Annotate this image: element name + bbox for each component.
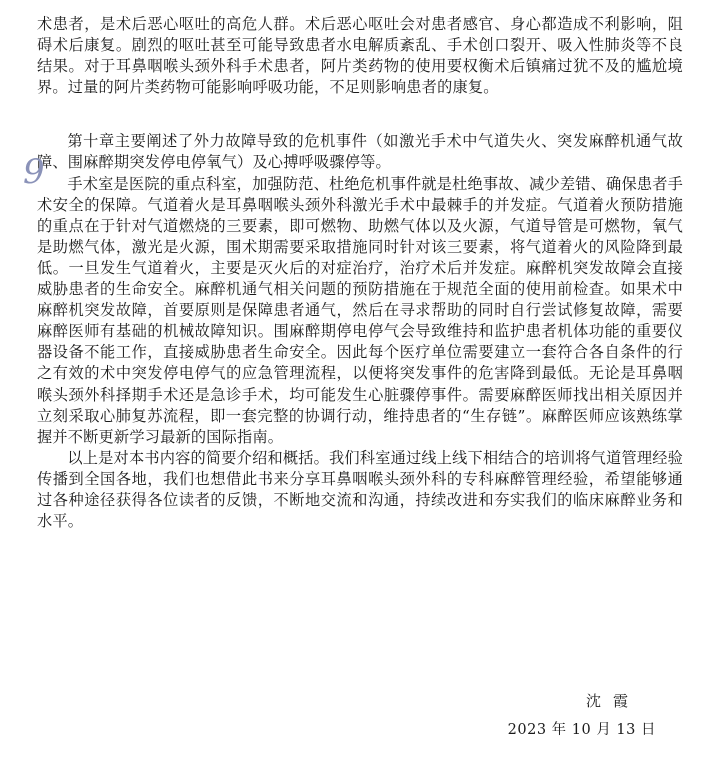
paragraph-continuation: 术患者，是术后恶心呕吐的高危人群。术后恶心呕吐会对患者感官、身心都造成不利影响，阻碍术后康复。剧烈的呕吐甚至可能导致患者水电解质紊乱、手术创口裂开、吸入性肺炎等不良结果。对于耳鼻咽喉头颈外科手术患者，阿片类药物的使用要权衡术后镇痛过犹不及的尴尬境界。过量的阿片类药物可能影响呼吸功能，不足则影响患者的康复。: [37, 15, 683, 97]
preface-page: [37, 14, 683, 532]
page-marker-numeral: 9: [23, 152, 45, 192]
paragraph-summary: 以上是对本书内容的简要介绍和概括。我们科室通过线上线下相结合的培训将气道管理经验传播到全国各地，我们也想借此书来分享耳鼻咽喉头颈外科的专科麻醉管理经验，希望能够通过各种途径获得各位读者的反馈，不断地交流和沟通，持续改进和夯实我们的临床麻醉业务和水平。: [37, 448, 683, 531]
signature-date: 2023 年 10 月 13 日: [507, 722, 656, 738]
paragraph-operating-room: 手术室是医院的重点科室，加强防范、杜绝危机事件就是杜绝事故、减少差错、确保患者手术安全的保障。气道着火是耳鼻咽喉头颈外科激光手术中最棘手的并发症。气道着火预防措施的重点在于针对气道燃烧的三要素，即可燃物、助燃气体以及火源，气道导管是可燃物，氧气是助燃气体，激光是火源，围术期需要采取措施同时针对该三要素，将气道着火的风险降到最低。一旦发生气道着火，主要是灭火后的对症治疗，治疗术后并发症。麻醉机突发故障会直接威胁患者的生命安全。麻醉机通气相关问题的预防措施在于规范全面的使用前检查。如果术中麻醉机突发故障，首要原则是保障患者通气，然后在寻求帮助的同时自行尝试修复故障，需要麻醉医师有基础的机械故障知识。围麻醉期停电停气会导致维持和监护患者机体功能的重要仪器设备不能工作，直接威胁患者生命安全。因此每个医疗单位需要建立一套符合各自条件的行之有效的术中突发停电停气的应急管理流程，以便将突发事件的危害降到最低。无论是耳鼻咽喉头颈外科择期手术还是急诊手术，均可能发生心脏骤停事件。需要麻醉医师找出相关原因并立刻采取心肺复苏流程，即一套完整的协调行动，维持患者的“生存链”。麻醉医师应该熟练掌握并不断更新学习最新的国际指南。: [37, 174, 683, 446]
author-signature: 沈霞: [585, 692, 640, 710]
paragraph-chapter-ten: 第十章主要阐述了外力故障导致的危机事件（如激光手术中气道失火、突发麻醉机通气故障、围麻醉期突发停电停氧气）及心搏呼吸骤停等。: [37, 132, 683, 172]
